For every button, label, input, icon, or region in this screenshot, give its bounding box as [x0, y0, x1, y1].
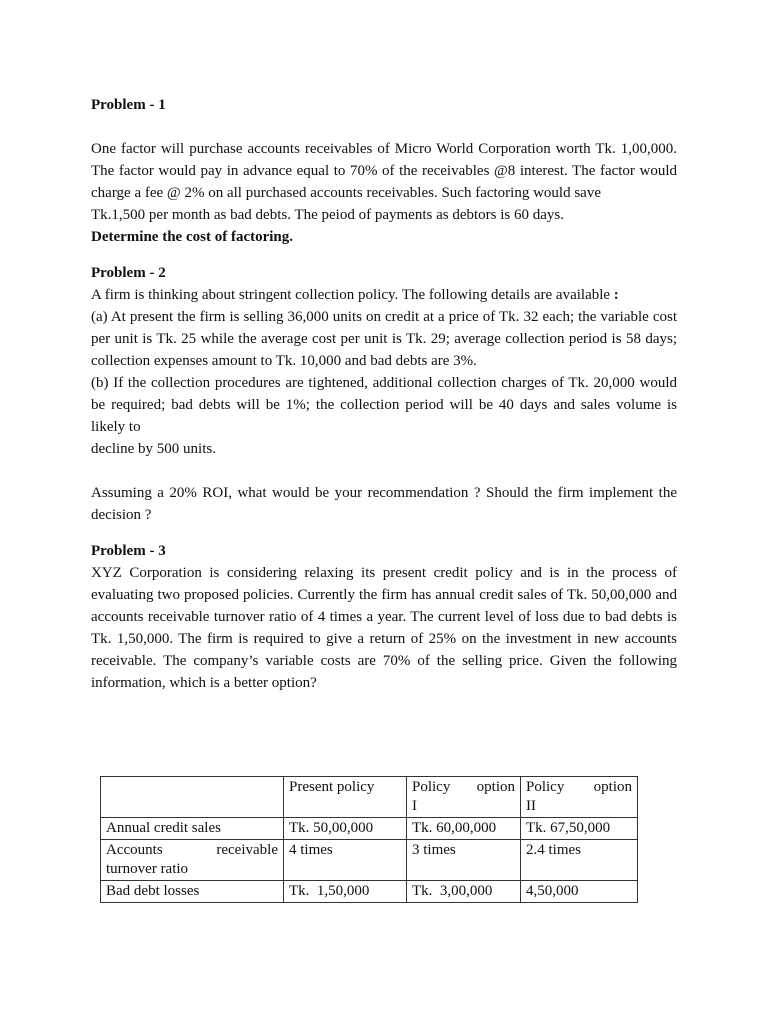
- header-word: II: [526, 798, 536, 814]
- row-label: [101, 840, 284, 881]
- cell-option-1: Tk. 60,00,000: [407, 818, 521, 840]
- label-word: Accounts: [106, 842, 163, 858]
- cell-option-2: Tk. 67,50,000: [521, 818, 638, 840]
- credit-policy-table: [100, 776, 638, 903]
- cell-option-2: 4,50,000: [521, 881, 638, 903]
- problem-1-paragraph-2: Tk.1,500 per month as bad debts. The peiod of payments as debtors is 60 days.: [91, 207, 564, 223]
- table-header-policy-option-2: [521, 777, 638, 818]
- problem-3-heading: Problem - 3: [91, 543, 166, 559]
- row-label: Bad debt losses: [101, 881, 284, 903]
- problem-2-heading: Problem - 2: [91, 265, 166, 281]
- problem-2-question: Assuming a 20% ROI, what would be your recommendation ? Should the firm implement the decision ?: [91, 485, 677, 523]
- header-word: option: [593, 779, 632, 795]
- cell-present: Tk. 50,00,000: [284, 818, 407, 840]
- table-header-policy-option-1: [407, 777, 521, 818]
- label-word: receivable: [216, 842, 278, 858]
- header-word: I: [412, 798, 417, 814]
- problem-3-paragraph: XYZ Corporation is considering relaxing its present credit policy and is in the process of evaluating two proposed policies. Currently the firm has annual credit sales of Tk. 50,00,000 and accounts receivable turnover ratio of 4 times a year. The current level of loss due to bad debts is Tk. 1,50,000. The firm is required to give a return of 25% on the investment in new accounts receivable. The company’s variable costs are 70% of the selling price. Given the following information, which is a better option?: [91, 565, 677, 691]
- header-word: Policy: [526, 779, 565, 795]
- cell-present: Tk. 1,50,000: [284, 881, 407, 903]
- problem-2-part-b: (b) If the collection procedures are tightened, additional collection charges of Tk. 20,000 would be required; bad debts will be 1%; the collection period will be 40 days and sales volume is likely to: [91, 375, 677, 435]
- table-row: [101, 840, 638, 881]
- problem-2-intro-colon: :: [613, 287, 619, 303]
- document-page: [91, 94, 677, 694]
- table-row: [101, 818, 638, 840]
- cell-option-1: Tk. 3,00,000: [407, 881, 521, 903]
- table-row: [101, 881, 638, 903]
- cell-present: 4 times: [284, 840, 407, 881]
- row-label: Annual credit sales: [101, 818, 284, 840]
- problem-2-part-b-continued: decline by 500 units.: [91, 441, 216, 457]
- header-word: Policy: [412, 779, 451, 795]
- table-header-row: [101, 777, 638, 818]
- cell-option-1: 3 times: [407, 840, 521, 881]
- header-word: option: [476, 779, 515, 795]
- table-header-present-policy: Present policy: [284, 777, 407, 818]
- cell-option-2: 2.4 times: [521, 840, 638, 881]
- problem-2-part-a: (a) At present the firm is selling 36,000 units on credit at a price of Tk. 32 each; the variable cost per unit is Tk. 25 while the average cost per unit is Tk. 29; average collection period is 58 days; collection expenses amount to Tk. 10,000 and bad debts are 3%.: [91, 309, 677, 369]
- table-header-cell-empty: [101, 777, 284, 818]
- credit-policy-table-wrapper: [100, 776, 638, 903]
- problem-1-heading: Problem - 1: [91, 97, 166, 113]
- problem-2-intro-text: A firm is thinking about stringent collection policy. The following details are available: [91, 287, 611, 303]
- problem-1-paragraph: One factor will purchase accounts receivables of Micro World Corporation worth Tk. 1,00,000. The factor would pay in advance equal to 70% of the receivables @8 interest. The factor would charge a fee @ 2% on all purchased accounts receivables. Such factoring would save: [91, 141, 677, 201]
- problem-1-question: Determine the cost of factoring.: [91, 229, 294, 245]
- problem-2-intro: [91, 284, 677, 306]
- label-word: turnover ratio: [106, 861, 189, 877]
